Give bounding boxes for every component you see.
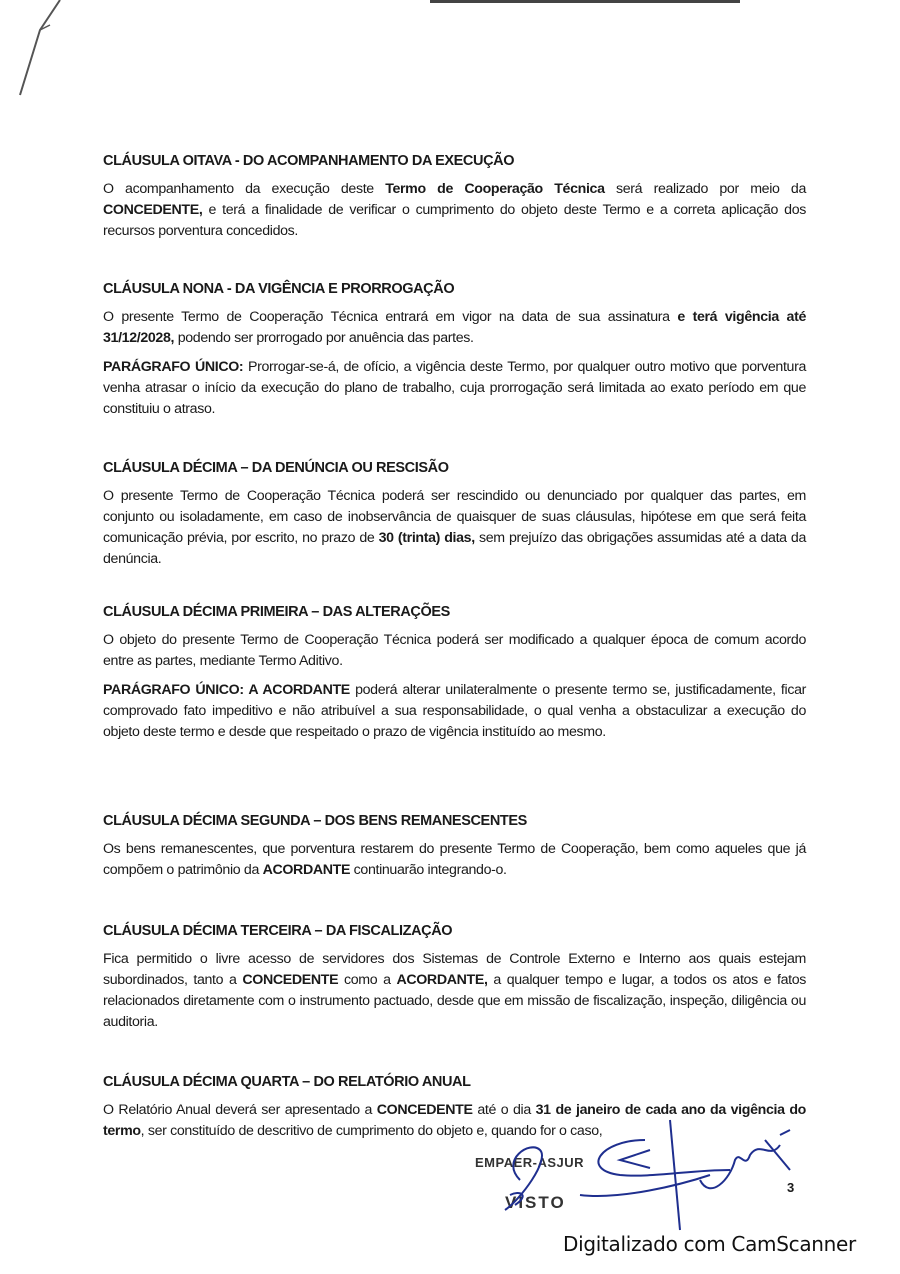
text-run: poderá alterar unilateralmente o presente termo se, justificadamente, ficar comprovado fato impeditivo e não atribuível a sua responsabilidade, o qual venha a obstaculizar a execução do objeto deste termo e desde que respeitado o prazo de vigência instituído ao mesmo. bbox=[103, 682, 806, 740]
clause-heading: CLÁUSULA OITAVA - DO ACOMPANHAMENTO DA EXECUÇÃO bbox=[103, 153, 515, 169]
text-run: , ser constituído de descritivo de cumprimento do objeto e, quando for o caso, bbox=[140, 1123, 603, 1139]
text-run: será realizado por meio da bbox=[604, 181, 806, 197]
clause-section bbox=[103, 152, 806, 250]
text-run: O presente Termo de Cooperação Técnica entrará em vigor na data de sua assinatura bbox=[103, 309, 678, 325]
text-run: e terá a finalidade de verificar o cumprimento do objeto deste Termo e a correta aplicação dos recursos porventura concedidos. bbox=[103, 202, 806, 239]
bold-text-run: CONCEDENTE, bbox=[103, 202, 203, 218]
text-run: podendo ser prorrogado por anuência das partes. bbox=[174, 330, 474, 346]
bold-text-run: 30 (trinta) dias, bbox=[378, 530, 475, 546]
clause-heading: CLÁUSULA NONA - DA VIGÊNCIA E PRORROGAÇÃO bbox=[103, 281, 455, 297]
text-run: O presente Termo de Cooperação Técnica poderá ser rescindido ou denunciado por qualquer das partes, em conjunto ou isoladamente, em caso de inobservância de quaisquer de suas cláusulas, hipótese em que será feita comunicação prévia, por escrito, no prazo de bbox=[103, 488, 806, 546]
clause-heading: CLÁUSULA DÉCIMA PRIMEIRA – DAS ALTERAÇÕES bbox=[103, 604, 450, 620]
bold-text-run: PARÁGRAFO ÚNICO: A ACORDANTE bbox=[103, 682, 350, 698]
clause-section bbox=[103, 603, 806, 751]
clause-section bbox=[103, 922, 806, 1041]
clause-paragraph bbox=[103, 680, 806, 743]
stamp-visto: VISTO bbox=[505, 1193, 566, 1212]
clause-paragraph bbox=[103, 949, 806, 1033]
clause-heading: CLÁUSULA DÉCIMA QUARTA – DO RELATÓRIO ANUAL bbox=[103, 1074, 471, 1090]
clause-paragraph bbox=[103, 630, 806, 672]
bold-text-run: 31 de janeiro de cada ano da vigência do termo bbox=[103, 1102, 806, 1139]
clause-section bbox=[103, 280, 806, 428]
handwritten-signature bbox=[460, 1100, 820, 1240]
scan-edge-line bbox=[20, 0, 60, 95]
page-number: 3 bbox=[787, 1180, 795, 1195]
text-run: como a bbox=[338, 972, 397, 988]
top-cut-edge bbox=[430, 0, 740, 3]
text-run: O objeto do presente Termo de Cooperação Técnica poderá ser modificado a qualquer época de comum acordo entre as partes, mediante Termo Aditivo. bbox=[103, 632, 806, 669]
bold-text-run: PARÁGRAFO ÚNICO: bbox=[103, 359, 244, 375]
bold-text-run: e terá vigência até 31/12/2028, bbox=[103, 309, 806, 346]
bold-text-run: CONCEDENTE bbox=[376, 1102, 473, 1118]
bold-text-run: Termo de Cooperação Técnica bbox=[385, 181, 605, 197]
text-run: O Relatório Anual deverá ser apresentado a bbox=[103, 1102, 377, 1118]
stamp-org: EMPAER-ASJUR bbox=[475, 1155, 585, 1170]
clause-paragraph bbox=[103, 357, 806, 420]
clause-paragraph bbox=[103, 179, 806, 242]
clause-heading: CLÁUSULA DÉCIMA TERCEIRA – DA FISCALIZAÇÃO bbox=[103, 923, 453, 939]
camscanner-watermark: Digitalizado com CamScanner bbox=[563, 1232, 856, 1256]
text-run: O acompanhamento da execução deste bbox=[103, 181, 386, 197]
text-run: Fica permitido o livre acesso de servidores dos Sistemas de Controle Externo e Interno aos quais estejam subordinados, tanto a bbox=[103, 951, 806, 988]
text-run: sem prejuízo das obrigações assumidas até a data da denúncia. bbox=[103, 530, 806, 567]
text-run: continuarão integrando-o. bbox=[350, 862, 507, 878]
clause-section bbox=[103, 812, 806, 889]
text-run: Prorrogar-se-á, de ofício, a vigência deste Termo, por qualquer outro motivo que porventura venha atrasar o início da execução do plano de trabalho, cuja prorrogação será limitada ao exato período em que constituiu o atraso. bbox=[103, 359, 807, 417]
text-run: a qualquer tempo e lugar, a todos os atos e fatos relacionados diretamente com o instrumento pactuado, desde que em missão de fiscalização, inspeção, diligência ou auditoria. bbox=[103, 972, 806, 1030]
clause-paragraph bbox=[103, 307, 806, 349]
text-run: até o dia bbox=[472, 1102, 536, 1118]
bold-text-run: ACORDANTE bbox=[262, 862, 351, 878]
clause-heading: CLÁUSULA DÉCIMA – DA DENÚNCIA OU RESCISÃO bbox=[103, 460, 449, 476]
clause-heading: CLÁUSULA DÉCIMA SEGUNDA – DOS BENS REMANESCENTES bbox=[103, 813, 527, 829]
clause-paragraph bbox=[103, 839, 806, 881]
clause-paragraph bbox=[103, 486, 806, 570]
bold-text-run: ACORDANTE, bbox=[396, 972, 488, 988]
bold-text-run: CONCEDENTE bbox=[242, 972, 339, 988]
clause-section bbox=[103, 459, 806, 578]
text-run: Os bens remanescentes, que porventura restarem do presente Termo de Cooperação, bem como aqueles que já compõem o patrimônio da bbox=[103, 841, 806, 878]
